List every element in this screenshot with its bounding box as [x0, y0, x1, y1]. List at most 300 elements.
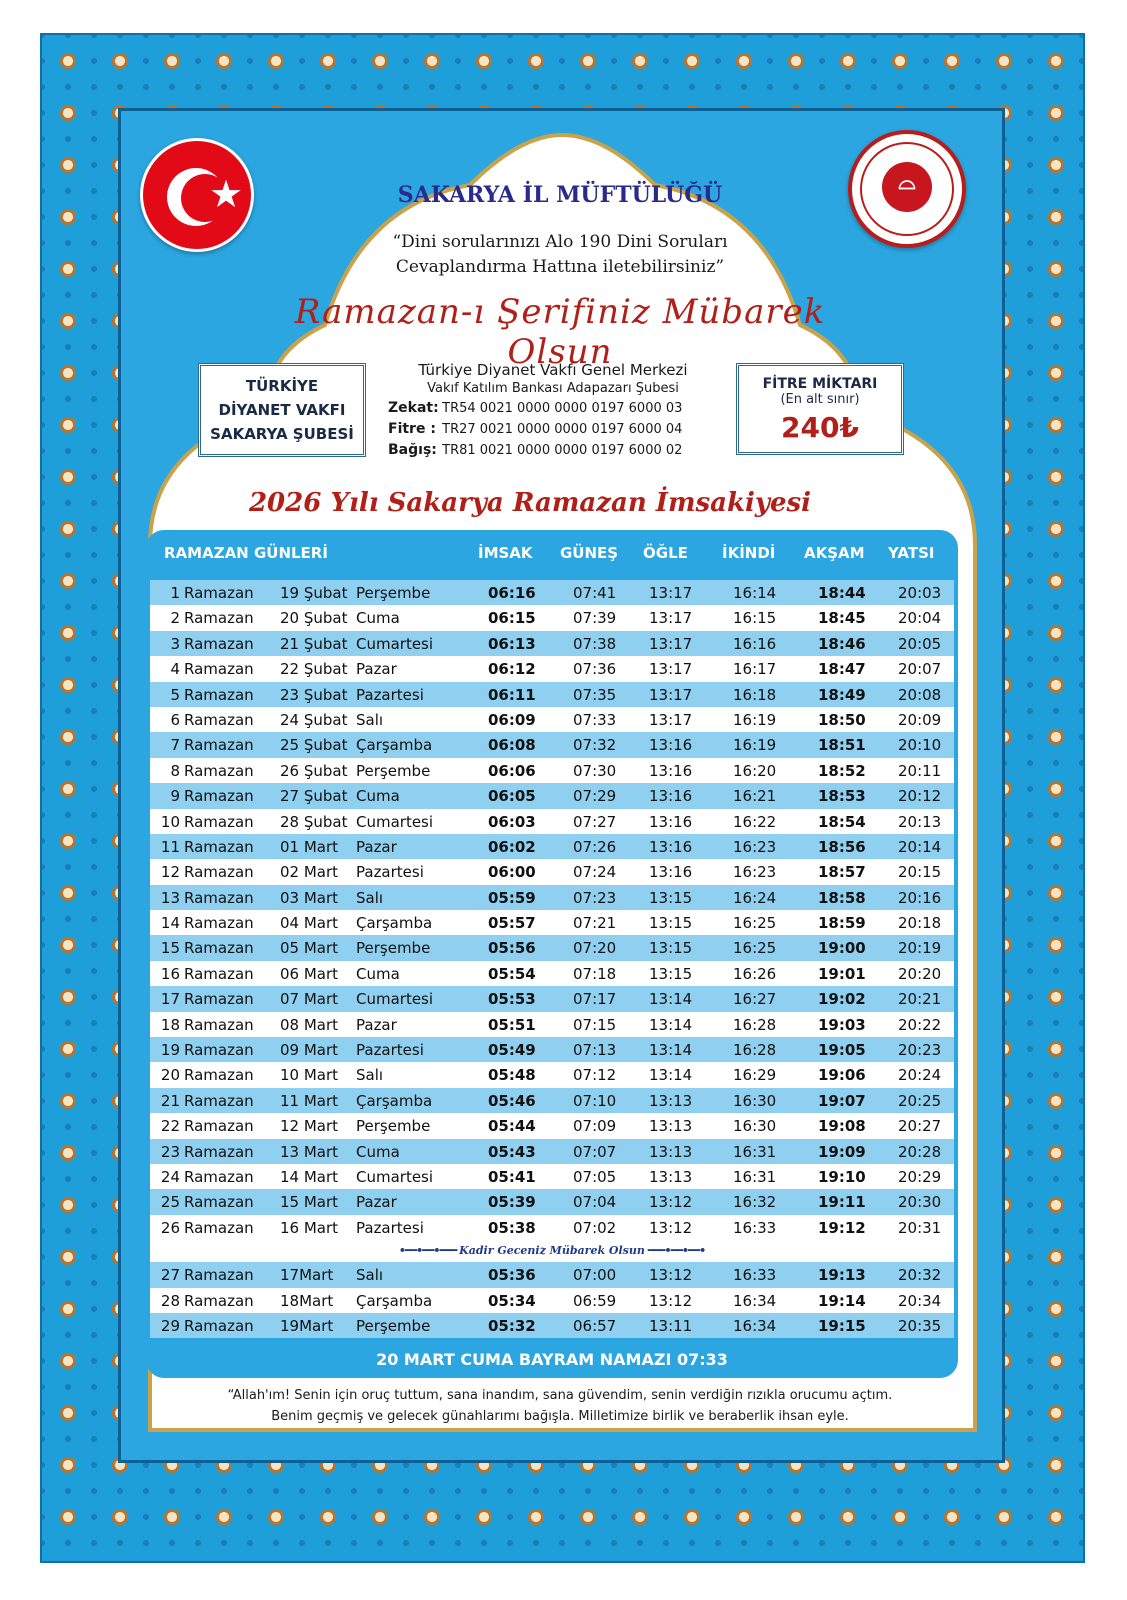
table-cell: 20:32 [898, 1266, 942, 1285]
table-cell: Cuma [356, 1142, 400, 1161]
table-cell: Ramazan [184, 914, 254, 933]
table-cell: 06:08 [488, 736, 536, 755]
table-title: 2026 Yılı Sakarya Ramazan İmsakiyesi [248, 488, 812, 518]
table-row [150, 1189, 954, 1214]
table-cell: Ramazan [184, 1218, 254, 1237]
table-cell: Ramazan [184, 1316, 254, 1335]
table-cell: 27 [160, 1266, 180, 1285]
table-cell: 05:51 [488, 1015, 536, 1034]
table-cell: 02 Mart [280, 863, 339, 882]
table-row [150, 1262, 954, 1287]
table-row [150, 1088, 954, 1113]
table-header: RAMAZAN GÜNLERİ İMSAK GÜNEŞ ÖĞLE İKİNDİ AKŞAM YATSI [164, 544, 935, 562]
table-cell: 8 [170, 761, 180, 780]
bank-info: Türkiye Diyanet Vakfı Genel Merkezi Vakıf Katılım Bankası Adapazarı Şubesi Zekat: TR54 0021 0000 0000 0197 6000 03 Fitre : TR27 0021 0000 0000 0197 6000 04 Bağış: TR81 0021 0000 0000 0197 6000 02 [388, 360, 718, 461]
table-cell: 16:31 [733, 1142, 777, 1161]
table-cell: Cumartesi [356, 1167, 434, 1186]
table-cell: Ramazan [184, 710, 254, 729]
table-cell: 19:05 [818, 1041, 866, 1060]
table-cell: Ramazan [184, 1091, 254, 1110]
bagis-row: Bağış: TR81 0021 0000 0000 0197 6000 02 [388, 442, 683, 458]
table-cell: 20:25 [898, 1091, 942, 1110]
table-cell: Ramazan [184, 964, 254, 983]
table-cell: 06:57 [573, 1316, 617, 1335]
table-cell: 07:30 [573, 761, 617, 780]
table-row [150, 783, 954, 808]
table-cell: 13:16 [649, 812, 693, 831]
table-cell: 19:15 [818, 1316, 866, 1335]
table-cell: 16:19 [733, 736, 777, 755]
table-cell: Cuma [356, 787, 400, 806]
table-cell: 09 Mart [280, 1041, 339, 1060]
table-cell: 20:12 [898, 787, 942, 806]
table-cell: 20:07 [898, 660, 942, 679]
table-cell: 05:44 [488, 1117, 536, 1136]
table-cell: 06:00 [488, 863, 536, 882]
diyanet-seal-icon: ⌓ [848, 130, 966, 248]
zekat-row: Zekat: TR54 0021 0000 0000 0197 6000 03 [388, 400, 683, 416]
table-cell: 07:29 [573, 787, 617, 806]
table-cell: 18:46 [818, 634, 866, 653]
table-cell: Ramazan [184, 990, 254, 1009]
table-cell: 16:23 [733, 863, 777, 882]
table-cell: 07:13 [573, 1041, 617, 1060]
table-cell: 19Mart [280, 1316, 334, 1335]
table-cell: 19:06 [818, 1066, 866, 1085]
table-cell: 05 Mart [280, 939, 339, 958]
table-cell: 20:19 [898, 939, 942, 958]
table-row [150, 580, 954, 605]
table-cell: 11 [160, 837, 180, 856]
table-cell: 13:14 [649, 1066, 693, 1085]
table-cell: 18:51 [818, 736, 866, 755]
table-cell: 06:11 [488, 685, 536, 704]
table-cell: 20:03 [898, 584, 942, 602]
table-cell: 16:25 [733, 914, 777, 933]
table-cell: 22 [160, 1117, 180, 1136]
table-cell: 6 [170, 710, 180, 729]
table-cell: Ramazan [184, 1142, 254, 1161]
table-cell: 07:35 [573, 685, 617, 704]
table-cell: 05:53 [488, 990, 536, 1009]
table-cell: 13:12 [649, 1266, 693, 1285]
table-cell: 23 [160, 1142, 180, 1161]
table-cell: 07:04 [573, 1193, 617, 1212]
table-cell: 05:39 [488, 1193, 536, 1212]
table-row [150, 732, 954, 757]
fitre-amount-box: FİTRE MİKTARI (En alt sınır) 240₺ [736, 363, 904, 455]
table-cell: 14 [160, 914, 180, 933]
table-cell: 20:08 [898, 685, 942, 704]
table-cell: 13:17 [649, 634, 693, 653]
table-cell: 07:39 [573, 609, 617, 628]
table-cell: 29 [160, 1316, 180, 1335]
table-cell: Perşembe [356, 1117, 431, 1136]
table-cell: 16:25 [733, 939, 777, 958]
table-row [150, 656, 954, 681]
table-cell: 18:59 [818, 914, 866, 933]
table-cell: 03 Mart [280, 888, 339, 907]
table-cell: 05:36 [488, 1266, 536, 1285]
table-cell: 04 Mart [280, 914, 339, 933]
table-cell: 23 Şubat [280, 685, 348, 704]
table-cell: 21 Şubat [280, 634, 348, 653]
table-cell: 16:34 [733, 1291, 777, 1310]
table-cell: 19:10 [818, 1167, 866, 1186]
table-cell: 16 [160, 964, 180, 983]
table-cell: 16:30 [733, 1091, 777, 1110]
table-cell: 16:16 [733, 634, 777, 653]
table-cell: 19:12 [818, 1218, 866, 1237]
star-icon: ★ [209, 172, 244, 216]
table-cell: 19:11 [818, 1193, 866, 1212]
table-cell: 07:24 [573, 863, 617, 882]
table-row [150, 859, 954, 884]
table-cell: 20:10 [898, 736, 942, 755]
table-cell: Ramazan [184, 685, 254, 704]
table-cell: Çarşamba [356, 1091, 433, 1110]
table-cell: 16:15 [733, 609, 777, 628]
table-cell: 13:14 [649, 990, 693, 1009]
table-cell: 05:43 [488, 1142, 536, 1161]
table-cell: Ramazan [184, 888, 254, 907]
table-cell: 06:06 [488, 761, 536, 780]
table-cell: Cuma [356, 964, 400, 983]
table-row [150, 986, 954, 1011]
table-row [150, 935, 954, 960]
table-row [150, 1139, 954, 1164]
table-row [150, 885, 954, 910]
table-cell: 20:31 [898, 1218, 942, 1237]
table-cell: 13:16 [649, 761, 693, 780]
table-cell: 13:12 [649, 1193, 693, 1212]
table-cell: 13:16 [649, 787, 693, 806]
table-cell: 25 [160, 1193, 180, 1212]
table-cell: 08 Mart [280, 1015, 339, 1034]
table-cell: 07:26 [573, 837, 617, 856]
vakif-branch-box: TÜRKİYE DİYANET VAKFI SAKARYA ŞUBESİ [198, 363, 366, 457]
table-cell: 14 Mart [280, 1167, 339, 1186]
table-cell: 16:33 [733, 1218, 777, 1237]
table-cell: 13:11 [649, 1316, 693, 1335]
table-cell: 17Mart [280, 1266, 334, 1285]
table-cell: 10 Mart [280, 1066, 339, 1085]
table-cell: 13:13 [649, 1091, 693, 1110]
table-cell: 06:16 [488, 584, 536, 602]
table-cell: Ramazan [184, 1266, 254, 1285]
table-cell: 05:41 [488, 1167, 536, 1186]
table-cell: 20:05 [898, 634, 942, 653]
fitre-row: Fitre : TR27 0021 0000 0000 0197 6000 04 [388, 421, 683, 437]
table-cell: 13:17 [649, 685, 693, 704]
table-cell: Ramazan [184, 812, 254, 831]
table-cell: 06:59 [573, 1291, 617, 1310]
table-cell: 16:26 [733, 964, 777, 983]
table-cell: 19 [160, 1041, 180, 1060]
table-cell: 07:20 [573, 939, 617, 958]
table-cell: Ramazan [184, 1193, 254, 1212]
table-cell: 26 [160, 1218, 180, 1237]
table-cell: 15 Mart [280, 1193, 339, 1212]
subtitle: “Dini sorularınızı Alo 190 Dini Soruları Cevaplandırma Hattına iletebilirsiniz” [392, 232, 728, 277]
table-cell: 16:32 [733, 1193, 777, 1212]
table-cell: 20:27 [898, 1117, 942, 1136]
table-cell: 13:14 [649, 1041, 693, 1060]
table-cell: 16:24 [733, 888, 777, 907]
table-cell: Pazartesi [356, 1041, 424, 1060]
table-cell: 16:31 [733, 1167, 777, 1186]
table-row [150, 1313, 954, 1338]
table-cell: 13:16 [649, 837, 693, 856]
table-cell: 20:24 [898, 1066, 942, 1085]
table-cell: 07:38 [573, 634, 617, 653]
table-cell: 13:13 [649, 1167, 693, 1186]
table-cell: Pazartesi [356, 863, 424, 882]
table-cell: 06:15 [488, 609, 536, 628]
table-cell: 16 Mart [280, 1218, 339, 1237]
table-cell: 19:02 [818, 990, 866, 1009]
table-cell: 07:21 [573, 914, 617, 933]
table-cell: 20:18 [898, 914, 942, 933]
table-cell: 19:09 [818, 1142, 866, 1161]
table-cell: Ramazan [184, 761, 254, 780]
table-cell: 16:29 [733, 1066, 777, 1085]
table-cell: 13:17 [649, 584, 693, 602]
table-cell: 18Mart [280, 1291, 334, 1310]
table-cell: 19:13 [818, 1266, 866, 1285]
table-cell: Pazartesi [356, 1218, 424, 1237]
table-cell: 9 [170, 787, 180, 806]
table-cell: Ramazan [184, 1041, 254, 1060]
table-cell: Cumartesi [356, 812, 434, 831]
table-cell: 20 Şubat [280, 609, 348, 628]
turkish-flag-icon [140, 138, 254, 252]
table-cell: Ramazan [184, 634, 254, 653]
table-row [150, 834, 954, 859]
table-cell: 24 Şubat [280, 710, 348, 729]
table-cell: 12 [160, 863, 180, 882]
table-cell: Ramazan [184, 1167, 254, 1186]
greeting: Ramazan-ı Şerifiniz Mübarek Olsun [294, 292, 826, 372]
table-cell: 18:57 [818, 863, 866, 882]
table-cell: 07:41 [573, 584, 617, 602]
table-cell: 18:56 [818, 837, 866, 856]
table-cell: Ramazan [184, 863, 254, 882]
table-cell: 07:15 [573, 1015, 617, 1034]
table-cell: 1 [170, 584, 180, 602]
table-cell: 07:02 [573, 1218, 617, 1237]
table-cell: 19:00 [818, 939, 866, 958]
table-cell: 18:44 [818, 584, 866, 602]
table-cell: Perşembe [356, 1316, 431, 1335]
table-cell: Ramazan [184, 1117, 254, 1136]
table-cell: 18:50 [818, 710, 866, 729]
table-cell: 07:27 [573, 812, 617, 831]
table-cell: Cuma [356, 609, 400, 628]
table-cell: 01 Mart [280, 837, 339, 856]
table-cell: 16:20 [733, 761, 777, 780]
table-row [150, 1037, 954, 1062]
table-body [150, 580, 954, 1338]
table-cell: 13:16 [649, 736, 693, 755]
table-cell: 3 [170, 634, 180, 653]
table-cell: 20:14 [898, 837, 942, 856]
table-cell: 16:21 [733, 787, 777, 806]
table-cell: 20:22 [898, 1015, 942, 1034]
table-row [150, 1215, 954, 1240]
table-cell: 07:32 [573, 736, 617, 755]
table-cell: 20:35 [898, 1316, 942, 1335]
table-cell: 20:21 [898, 990, 942, 1009]
page-title: SAKARYA İL MÜFTÜLÜĞÜ [397, 182, 723, 208]
table-cell: 20:23 [898, 1041, 942, 1060]
table-cell: Ramazan [184, 837, 254, 856]
table-cell: Salı [356, 888, 384, 907]
table-cell: 16:30 [733, 1117, 777, 1136]
table-cell: Cumartesi [356, 634, 434, 653]
table-cell: 07:00 [573, 1266, 617, 1285]
table-row [150, 910, 954, 935]
table-cell: 20:15 [898, 863, 942, 882]
kadir-banner: •━━•━━•━━━ Kadir Geceniz Mübarek Olsun ━━━•━━•━━• [150, 1240, 954, 1262]
table-cell: 13:12 [649, 1291, 693, 1310]
table-cell: 13 Mart [280, 1142, 339, 1161]
table-cell: 16:14 [733, 584, 777, 602]
table-cell: 06:05 [488, 787, 536, 806]
table-cell: 05:32 [488, 1316, 536, 1335]
bayram-notice: 20 MART CUMA BAYRAM NAMAZI 07:33 [376, 1350, 728, 1369]
table-cell: 06:12 [488, 660, 536, 679]
table-cell: Perşembe [356, 584, 431, 602]
table-cell: 19:08 [818, 1117, 866, 1136]
table-row [150, 1288, 954, 1313]
table-cell: 05:34 [488, 1291, 536, 1310]
table-cell: Pazar [356, 1015, 397, 1034]
table-cell: 18:47 [818, 660, 866, 679]
table-row [150, 1164, 954, 1189]
table-cell: 20 [160, 1066, 180, 1085]
table-cell: 13:17 [649, 609, 693, 628]
table-cell: 24 [160, 1167, 180, 1186]
table-cell: 06 Mart [280, 964, 339, 983]
table-cell: 07:23 [573, 888, 617, 907]
table-cell: 18:53 [818, 787, 866, 806]
table-cell: 27 Şubat [280, 787, 348, 806]
table-cell: Salı [356, 1266, 384, 1285]
table-cell: 26 Şubat [280, 761, 348, 780]
table-cell: 18:52 [818, 761, 866, 780]
table-cell: 13:17 [649, 660, 693, 679]
table-cell: 16:17 [733, 660, 777, 679]
table-cell: 16:19 [733, 710, 777, 729]
table-cell: 07:12 [573, 1066, 617, 1085]
table-cell: 19:03 [818, 1015, 866, 1034]
table-cell: 19:01 [818, 964, 866, 983]
table-cell: 13:13 [649, 1117, 693, 1136]
imsakiye-table [146, 530, 958, 1378]
table-cell: 19:14 [818, 1291, 866, 1310]
table-cell: 16:27 [733, 990, 777, 1009]
table-cell: 16:22 [733, 812, 777, 831]
table-cell: 7 [170, 736, 180, 755]
table-row [150, 1062, 954, 1087]
table-cell: Çarşamba [356, 736, 433, 755]
table-cell: 13:15 [649, 914, 693, 933]
table-cell: 19:07 [818, 1091, 866, 1110]
table-cell: 20:13 [898, 812, 942, 831]
table-cell: Pazartesi [356, 685, 424, 704]
table-cell: 13:15 [649, 888, 693, 907]
table-row [150, 1113, 954, 1138]
table-row [150, 682, 954, 707]
table-cell: Pazar [356, 660, 397, 679]
table-cell: 18:58 [818, 888, 866, 907]
table-cell: Cumartesi [356, 990, 434, 1009]
table-cell: 07:09 [573, 1117, 617, 1136]
table-cell: 07:17 [573, 990, 617, 1009]
table-cell: Ramazan [184, 1015, 254, 1034]
table-cell: 18 [160, 1015, 180, 1034]
table-cell: 11 Mart [280, 1091, 339, 1110]
table-cell: 5 [170, 685, 180, 704]
table-row [150, 605, 954, 630]
table-row [150, 809, 954, 834]
table-cell: 07:36 [573, 660, 617, 679]
table-cell: 16:28 [733, 1041, 777, 1060]
table-cell: 06:13 [488, 634, 536, 653]
table-cell: 20:20 [898, 964, 942, 983]
table-cell: 07 Mart [280, 990, 339, 1009]
table-cell: 05:54 [488, 964, 536, 983]
table-cell: 13:13 [649, 1142, 693, 1161]
table-cell: 20:11 [898, 761, 942, 780]
table-cell: 16:33 [733, 1266, 777, 1285]
table-cell: 10 [160, 812, 180, 831]
table-cell: 06:02 [488, 837, 536, 856]
table-cell: Pazar [356, 1193, 397, 1212]
table-cell: 17 [160, 990, 180, 1009]
table-cell: 18:49 [818, 685, 866, 704]
table-cell: 20:04 [898, 609, 942, 628]
table-cell: 07:07 [573, 1142, 617, 1161]
table-cell: 07:10 [573, 1091, 617, 1110]
table-row [150, 631, 954, 656]
table-cell: 12 Mart [280, 1117, 339, 1136]
table-cell: Ramazan [184, 609, 254, 628]
table-cell: 16:28 [733, 1015, 777, 1034]
table-cell: 13:14 [649, 1015, 693, 1034]
table-cell: Perşembe [356, 761, 431, 780]
table-cell: 20:29 [898, 1167, 942, 1186]
table-cell: 07:18 [573, 964, 617, 983]
table-cell: 05:59 [488, 888, 536, 907]
table-cell: 13 [160, 888, 180, 907]
table-cell: Ramazan [184, 1066, 254, 1085]
table-cell: 21 [160, 1091, 180, 1110]
table-cell: Ramazan [184, 787, 254, 806]
table-cell: Salı [356, 710, 384, 729]
table-cell: 05:46 [488, 1091, 536, 1110]
table-cell: 07:05 [573, 1167, 617, 1186]
table-cell: 05:48 [488, 1066, 536, 1085]
table-row [150, 707, 954, 732]
table-cell: Pazar [356, 837, 397, 856]
table-cell: 16:18 [733, 685, 777, 704]
table-cell: 06:09 [488, 710, 536, 729]
table-cell: 06:03 [488, 812, 536, 831]
table-cell: Ramazan [184, 939, 254, 958]
table-cell: 13:15 [649, 964, 693, 983]
